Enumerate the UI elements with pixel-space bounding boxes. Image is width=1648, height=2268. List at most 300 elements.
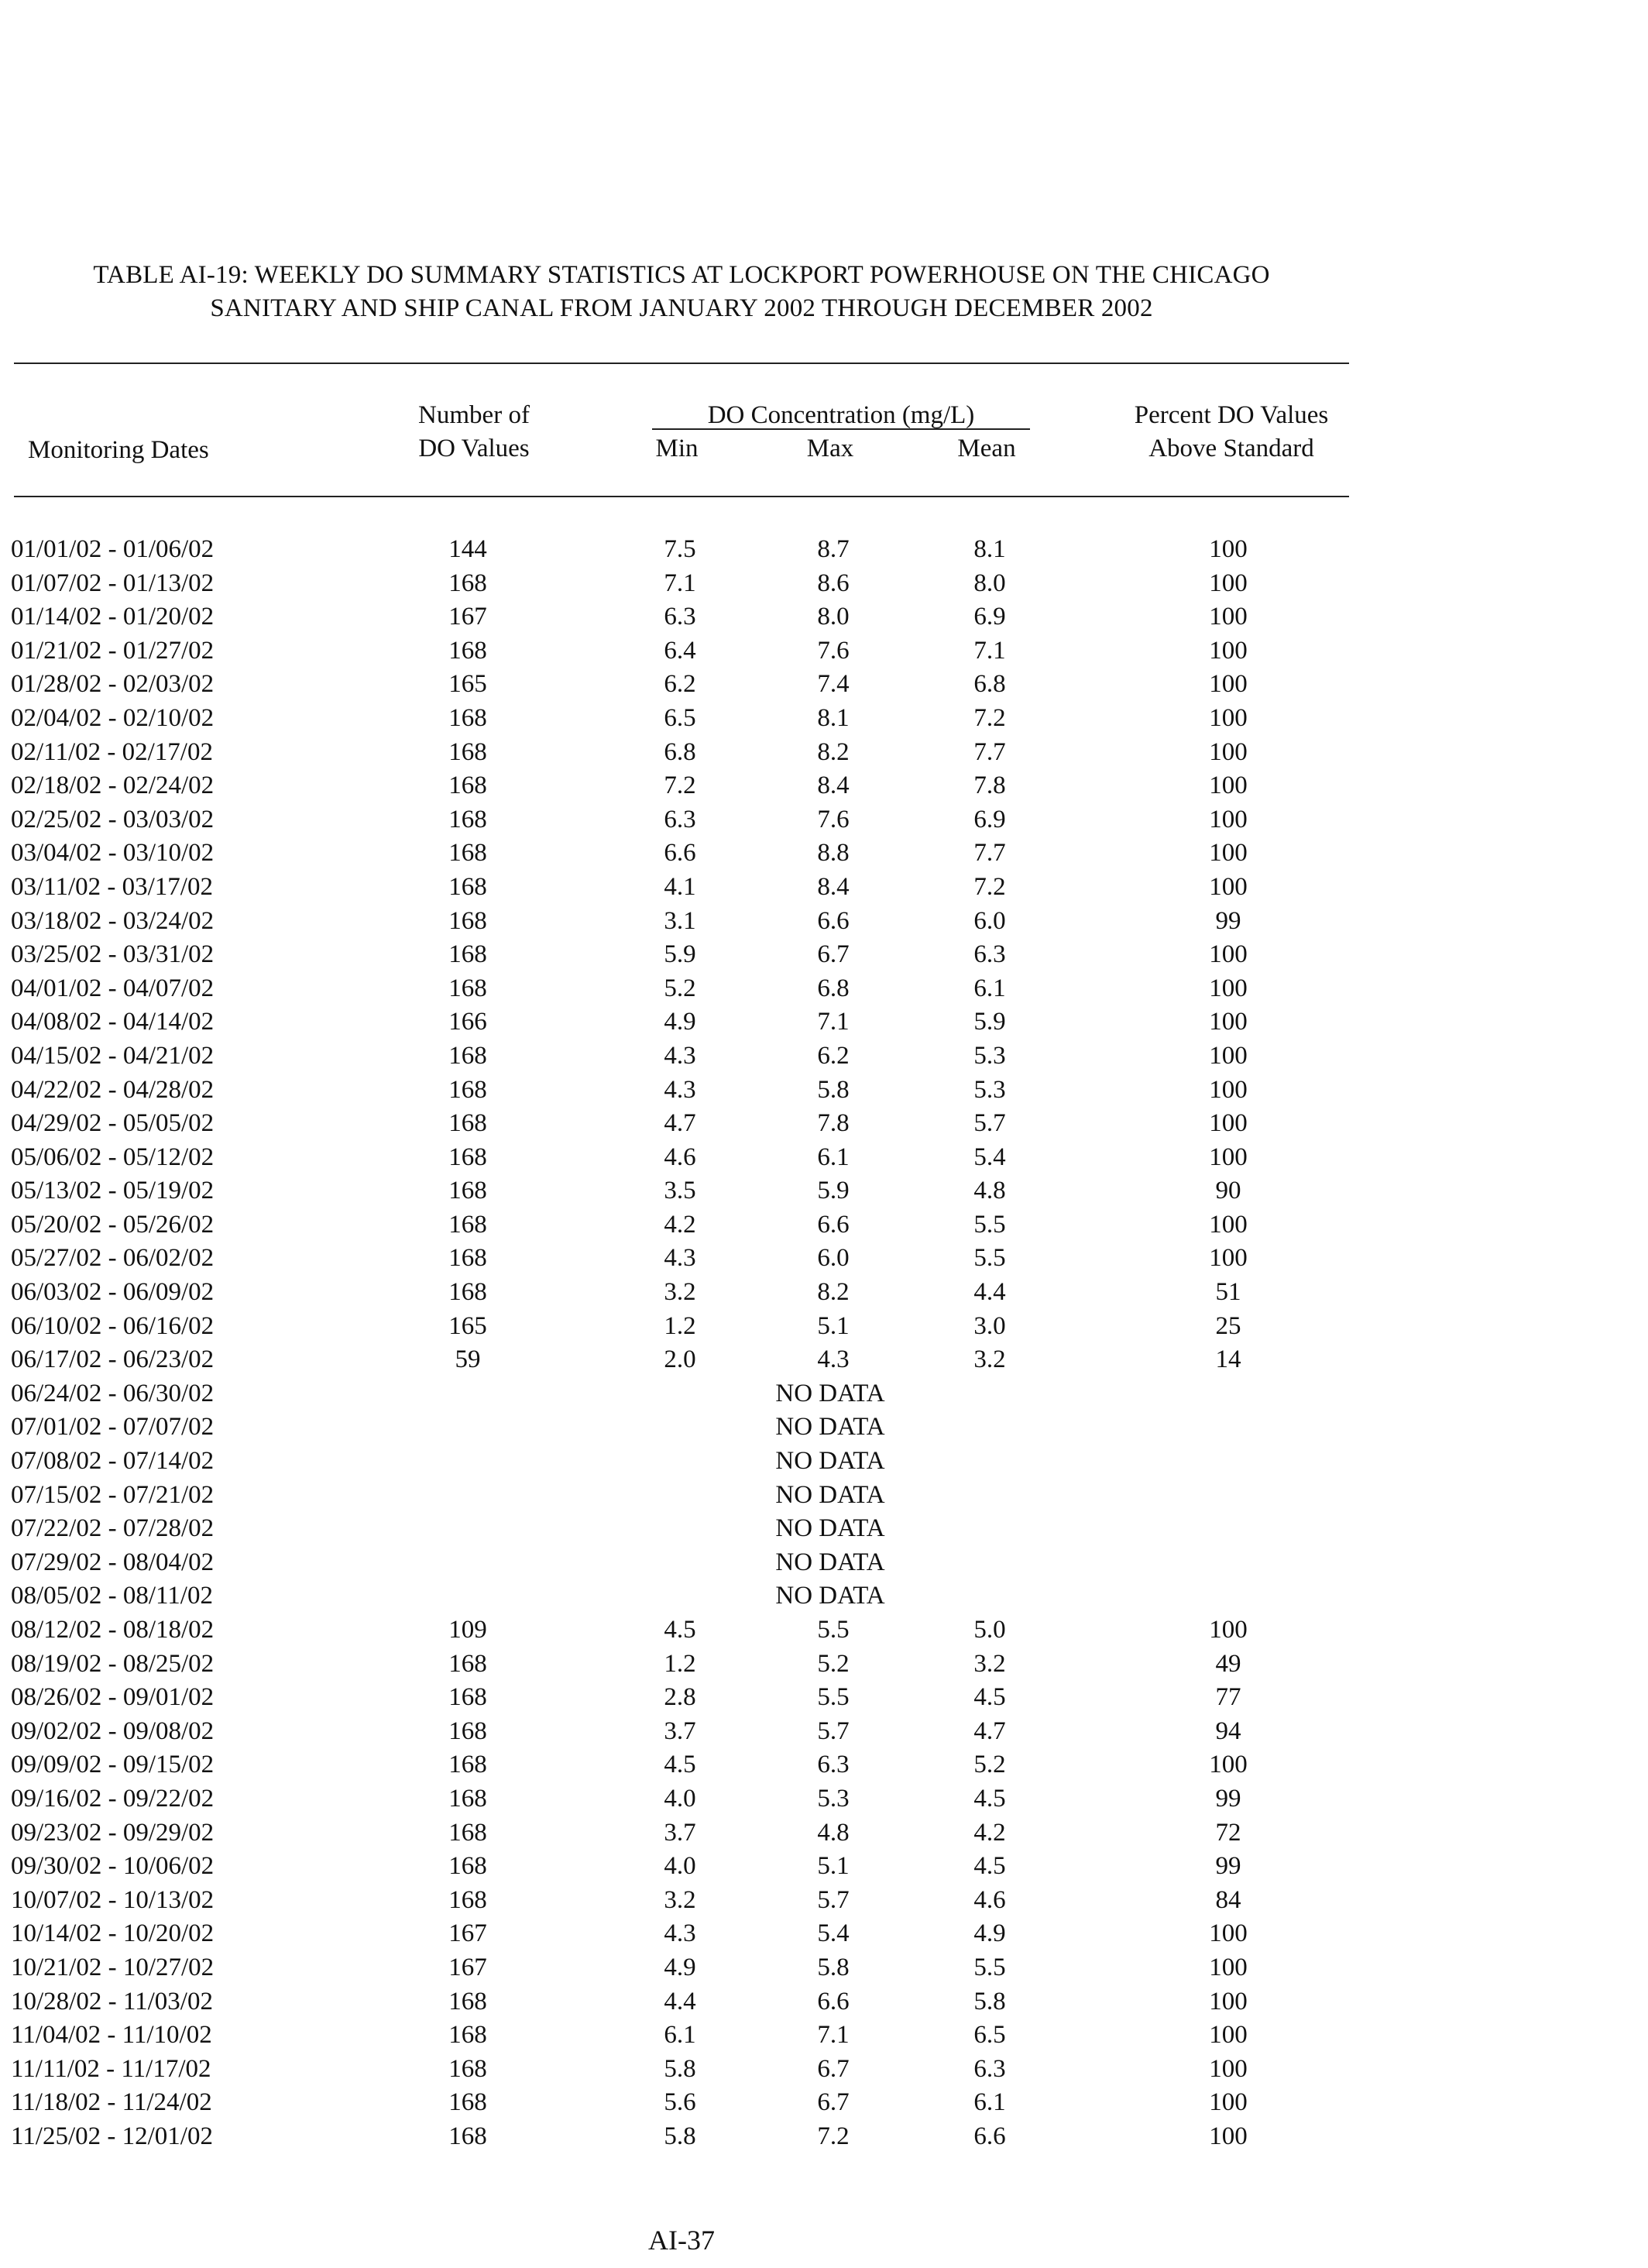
date-cell: 05/06/02 - 05/12/02 xyxy=(11,1143,215,1171)
max-cell: 6.1 xyxy=(817,1143,850,1171)
mean-cell: 4.5 xyxy=(973,1852,1006,1881)
table-row xyxy=(0,1343,1363,1377)
mean-cell: 6.3 xyxy=(973,940,1006,969)
table-row xyxy=(0,972,1363,1006)
min-cell: 4.3 xyxy=(664,1075,696,1104)
count-cell: 167 xyxy=(448,603,487,631)
table-row xyxy=(0,1242,1363,1276)
min-cell: 7.2 xyxy=(664,771,696,800)
percent-cell: 100 xyxy=(1209,1210,1248,1239)
no-data-cell: NO DATA xyxy=(775,1379,885,1407)
mean-cell: 8.0 xyxy=(973,569,1006,597)
mean-cell: 4.5 xyxy=(973,1784,1006,1813)
mean-cell: 7.7 xyxy=(973,839,1006,868)
header-percent-line2: Above Standard xyxy=(1148,435,1314,462)
min-cell: 4.3 xyxy=(664,1041,696,1070)
min-cell: 4.5 xyxy=(664,1751,696,1779)
date-cell: 07/29/02 - 08/04/02 xyxy=(11,1548,215,1576)
date-cell: 04/29/02 - 05/05/02 xyxy=(11,1109,215,1138)
mean-cell: 6.3 xyxy=(973,2054,1006,2083)
max-cell: 6.6 xyxy=(817,1210,850,1239)
count-cell: 168 xyxy=(448,1987,487,2015)
mean-cell: 6.0 xyxy=(973,906,1006,935)
count-cell: 166 xyxy=(448,1008,487,1036)
min-cell: 6.5 xyxy=(664,703,696,732)
no-data-cell: NO DATA xyxy=(775,1447,885,1476)
max-cell: 8.7 xyxy=(817,535,850,563)
max-cell: 5.7 xyxy=(817,1885,850,1914)
percent-cell: 100 xyxy=(1209,839,1248,868)
min-cell: 4.0 xyxy=(664,1784,696,1813)
max-cell: 6.6 xyxy=(817,1987,850,2015)
date-cell: 11/25/02 - 12/01/02 xyxy=(11,2122,213,2150)
no-data-cell: NO DATA xyxy=(775,1548,885,1576)
table-row xyxy=(0,2019,1363,2053)
mean-cell: 8.1 xyxy=(973,535,1006,563)
count-cell: 168 xyxy=(448,703,487,732)
date-cell: 11/04/02 - 11/10/02 xyxy=(11,2021,212,2050)
count-cell: 59 xyxy=(455,1345,481,1374)
min-cell: 4.4 xyxy=(664,1987,696,2015)
percent-cell: 100 xyxy=(1209,535,1248,563)
date-cell: 04/01/02 - 04/07/02 xyxy=(11,974,215,1002)
table-row xyxy=(0,567,1363,601)
table-row xyxy=(0,2053,1363,2087)
date-cell: 09/23/02 - 09/29/02 xyxy=(11,1818,215,1847)
count-cell: 168 xyxy=(448,974,487,1002)
table-row xyxy=(0,1276,1363,1310)
max-cell: 8.1 xyxy=(817,703,850,732)
mean-cell: 4.5 xyxy=(973,1683,1006,1712)
table-title-line-2: SANITARY AND SHIP CANAL FROM JANUARY 2002 THROUGH DECEMBER 2002 xyxy=(210,294,1153,322)
mean-cell: 3.0 xyxy=(973,1311,1006,1340)
mean-cell: 4.8 xyxy=(973,1177,1006,1205)
table-row xyxy=(0,1141,1363,1175)
max-cell: 5.7 xyxy=(817,1716,850,1745)
count-cell: 168 xyxy=(448,569,487,597)
header-do-concentration: DO Concentration (mg/L) xyxy=(707,401,975,429)
date-cell: 03/18/02 - 03/24/02 xyxy=(11,906,215,935)
date-cell: 06/10/02 - 06/16/02 xyxy=(11,1311,215,1340)
count-cell: 168 xyxy=(448,1683,487,1712)
date-cell: 06/24/02 - 06/30/02 xyxy=(11,1379,215,1407)
percent-cell: 100 xyxy=(1209,1041,1248,1070)
max-cell: 5.9 xyxy=(817,1177,850,1205)
max-cell: 7.6 xyxy=(817,636,850,665)
date-cell: 03/04/02 - 03/10/02 xyxy=(11,839,215,868)
mean-cell: 5.5 xyxy=(973,1953,1006,1981)
date-cell: 03/11/02 - 03/17/02 xyxy=(11,872,213,901)
min-cell: 4.9 xyxy=(664,1953,696,1981)
max-cell: 8.4 xyxy=(817,872,850,901)
count-cell: 168 xyxy=(448,906,487,935)
min-cell: 6.1 xyxy=(664,2021,696,2050)
percent-cell: 100 xyxy=(1209,771,1248,800)
date-cell: 07/08/02 - 07/14/02 xyxy=(11,1447,215,1476)
date-cell: 08/26/02 - 09/01/02 xyxy=(11,1683,215,1712)
count-cell: 168 xyxy=(448,1210,487,1239)
table-row xyxy=(0,1445,1363,1479)
table-row xyxy=(0,1748,1363,1782)
min-cell: 4.1 xyxy=(664,872,696,901)
table-row xyxy=(0,1040,1363,1074)
mean-cell: 7.2 xyxy=(973,872,1006,901)
percent-cell: 94 xyxy=(1215,1716,1241,1745)
table-row xyxy=(0,1208,1363,1242)
max-cell: 8.8 xyxy=(817,839,850,868)
max-cell: 6.0 xyxy=(817,1244,850,1273)
table-row xyxy=(0,600,1363,634)
page-number: AI-37 xyxy=(648,2225,715,2256)
count-cell: 168 xyxy=(448,636,487,665)
percent-cell: 100 xyxy=(1209,703,1248,732)
table-row xyxy=(0,837,1363,871)
count-cell: 168 xyxy=(448,1143,487,1171)
min-cell: 4.0 xyxy=(664,1852,696,1881)
table-row xyxy=(0,1310,1363,1344)
table-row xyxy=(0,1884,1363,1918)
min-cell: 6.4 xyxy=(664,636,696,665)
percent-cell: 100 xyxy=(1209,940,1248,969)
count-cell: 168 xyxy=(448,1716,487,1745)
date-cell: 11/18/02 - 11/24/02 xyxy=(11,2088,212,2117)
mean-cell: 5.3 xyxy=(973,1075,1006,1104)
date-cell: 04/22/02 - 04/28/02 xyxy=(11,1075,215,1104)
date-cell: 10/07/02 - 10/13/02 xyxy=(11,1885,215,1914)
table-row xyxy=(0,668,1363,702)
date-cell: 11/11/02 - 11/17/02 xyxy=(11,2054,211,2083)
mean-cell: 5.2 xyxy=(973,1751,1006,1779)
mean-cell: 6.5 xyxy=(973,2021,1006,2050)
percent-cell: 100 xyxy=(1209,1244,1248,1273)
count-cell: 168 xyxy=(448,1075,487,1104)
date-cell: 02/25/02 - 03/03/02 xyxy=(11,805,215,833)
date-cell: 06/03/02 - 06/09/02 xyxy=(11,1278,215,1307)
max-cell: 8.0 xyxy=(817,603,850,631)
min-cell: 3.2 xyxy=(664,1278,696,1307)
mean-cell: 4.7 xyxy=(973,1716,1006,1745)
date-cell: 04/15/02 - 04/21/02 xyxy=(11,1041,215,1070)
max-cell: 5.4 xyxy=(817,1919,850,1948)
table-row xyxy=(0,1074,1363,1108)
table-row xyxy=(0,1782,1363,1816)
count-cell: 168 xyxy=(448,1177,487,1205)
count-cell: 144 xyxy=(448,535,487,563)
mean-cell: 5.4 xyxy=(973,1143,1006,1171)
min-cell: 6.8 xyxy=(664,737,696,766)
min-cell: 5.8 xyxy=(664,2054,696,2083)
mean-cell: 4.4 xyxy=(973,1278,1006,1307)
table-row xyxy=(0,1579,1363,1613)
max-cell: 6.6 xyxy=(817,906,850,935)
count-cell: 168 xyxy=(448,1041,487,1070)
header-number-of-line1: Number of xyxy=(418,401,530,429)
count-cell: 168 xyxy=(448,2088,487,2117)
table-row xyxy=(0,1715,1363,1749)
table-row xyxy=(0,1985,1363,2019)
max-cell: 6.7 xyxy=(817,2054,850,2083)
date-cell: 02/11/02 - 02/17/02 xyxy=(11,737,213,766)
percent-cell: 100 xyxy=(1209,1987,1248,2015)
min-cell: 6.3 xyxy=(664,805,696,833)
percent-cell: 100 xyxy=(1209,1008,1248,1036)
table-row xyxy=(0,938,1363,972)
percent-cell: 14 xyxy=(1215,1345,1241,1374)
percent-cell: 100 xyxy=(1209,1075,1248,1104)
percent-cell: 51 xyxy=(1215,1278,1241,1307)
count-cell: 168 xyxy=(448,2054,487,2083)
count-cell: 168 xyxy=(448,872,487,901)
date-cell: 05/27/02 - 06/02/02 xyxy=(11,1244,215,1273)
min-cell: 5.8 xyxy=(664,2122,696,2150)
percent-cell: 100 xyxy=(1209,603,1248,631)
count-cell: 165 xyxy=(448,1311,487,1340)
percent-cell: 100 xyxy=(1209,1953,1248,1981)
date-cell: 10/28/02 - 11/03/02 xyxy=(11,1987,213,2015)
count-cell: 168 xyxy=(448,1109,487,1138)
date-cell: 08/05/02 - 08/11/02 xyxy=(11,1582,213,1610)
count-cell: 168 xyxy=(448,805,487,833)
percent-cell: 99 xyxy=(1215,1784,1241,1813)
date-cell: 05/20/02 - 05/26/02 xyxy=(11,1210,215,1239)
table-row xyxy=(0,1411,1363,1445)
count-cell: 168 xyxy=(448,839,487,868)
mean-cell: 3.2 xyxy=(973,1649,1006,1678)
percent-cell: 49 xyxy=(1215,1649,1241,1678)
min-cell: 3.7 xyxy=(664,1716,696,1745)
count-cell: 168 xyxy=(448,1885,487,1914)
mean-cell: 7.1 xyxy=(973,636,1006,665)
header-percent-line1: Percent DO Values xyxy=(1134,401,1329,429)
percent-cell: 72 xyxy=(1215,1818,1241,1847)
table-row xyxy=(0,871,1363,905)
min-cell: 4.7 xyxy=(664,1109,696,1138)
mean-cell: 5.8 xyxy=(973,1987,1006,2015)
header-mean: Mean xyxy=(957,435,1016,462)
table-row xyxy=(0,1005,1363,1040)
no-data-cell: NO DATA xyxy=(775,1480,885,1509)
max-cell: 7.1 xyxy=(817,2021,850,2050)
percent-cell: 25 xyxy=(1215,1311,1241,1340)
min-cell: 1.2 xyxy=(664,1311,696,1340)
min-cell: 4.3 xyxy=(664,1244,696,1273)
percent-cell: 100 xyxy=(1209,1919,1248,1948)
percent-cell: 100 xyxy=(1209,1616,1248,1644)
date-cell: 07/22/02 - 07/28/02 xyxy=(11,1514,215,1543)
min-cell: 3.5 xyxy=(664,1177,696,1205)
mean-cell: 5.7 xyxy=(973,1109,1006,1138)
count-cell: 168 xyxy=(448,771,487,800)
percent-cell: 100 xyxy=(1209,1143,1248,1171)
percent-cell: 100 xyxy=(1209,2021,1248,2050)
table-row xyxy=(0,2086,1363,2120)
table-row xyxy=(0,1546,1363,1580)
percent-cell: 77 xyxy=(1215,1683,1241,1712)
mean-cell: 4.9 xyxy=(973,1919,1006,1948)
mean-cell: 5.0 xyxy=(973,1616,1006,1644)
max-cell: 7.2 xyxy=(817,2122,850,2150)
percent-cell: 100 xyxy=(1209,2054,1248,2083)
date-cell: 09/30/02 - 10/06/02 xyxy=(11,1852,215,1881)
max-cell: 8.4 xyxy=(817,771,850,800)
min-cell: 2.8 xyxy=(664,1683,696,1712)
count-cell: 109 xyxy=(448,1616,487,1644)
table-row xyxy=(0,1681,1363,1715)
max-cell: 7.4 xyxy=(817,670,850,699)
max-cell: 5.1 xyxy=(817,1311,850,1340)
table-row xyxy=(0,1816,1363,1850)
min-cell: 4.3 xyxy=(664,1919,696,1948)
mean-cell: 6.6 xyxy=(973,2122,1006,2150)
count-cell: 168 xyxy=(448,2122,487,2150)
percent-cell: 100 xyxy=(1209,974,1248,1002)
count-cell: 167 xyxy=(448,1919,487,1948)
count-cell: 168 xyxy=(448,1784,487,1813)
date-cell: 09/02/02 - 09/08/02 xyxy=(11,1716,215,1745)
table-body xyxy=(0,533,1363,2154)
mean-cell: 3.2 xyxy=(973,1345,1006,1374)
mean-cell: 6.9 xyxy=(973,805,1006,833)
mean-cell: 5.3 xyxy=(973,1041,1006,1070)
date-cell: 02/18/02 - 02/24/02 xyxy=(11,771,215,800)
table-row xyxy=(0,1512,1363,1546)
table-row xyxy=(0,736,1363,770)
header-number-of-line2: DO Values xyxy=(418,435,530,462)
count-cell: 168 xyxy=(448,1649,487,1678)
min-cell: 3.2 xyxy=(664,1885,696,1914)
max-cell: 5.2 xyxy=(817,1649,850,1678)
min-cell: 5.6 xyxy=(664,2088,696,2117)
max-cell: 6.2 xyxy=(817,1041,850,1070)
min-cell: 3.7 xyxy=(664,1818,696,1847)
table-title-line-1: TABLE AI-19: WEEKLY DO SUMMARY STATISTICS AT LOCKPORT POWERHOUSE ON THE CHICAGO xyxy=(93,261,1270,289)
percent-cell: 100 xyxy=(1209,670,1248,699)
date-cell: 04/08/02 - 04/14/02 xyxy=(11,1008,215,1036)
table-row xyxy=(0,905,1363,939)
count-cell: 168 xyxy=(448,737,487,766)
max-cell: 4.8 xyxy=(817,1818,850,1847)
percent-cell: 100 xyxy=(1209,569,1248,597)
max-cell: 6.7 xyxy=(817,2088,850,2117)
mean-cell: 4.6 xyxy=(973,1885,1006,1914)
mean-cell: 6.8 xyxy=(973,670,1006,699)
min-cell: 6.3 xyxy=(664,603,696,631)
table-row xyxy=(0,2120,1363,2154)
max-cell: 8.2 xyxy=(817,1278,850,1307)
header-bottom-rule xyxy=(14,496,1349,497)
no-data-cell: NO DATA xyxy=(775,1582,885,1610)
header-min: Min xyxy=(655,435,699,462)
header-monitoring-dates: Monitoring Dates xyxy=(28,436,209,464)
min-cell: 5.2 xyxy=(664,974,696,1002)
count-cell: 168 xyxy=(448,1278,487,1307)
date-cell: 09/16/02 - 09/22/02 xyxy=(11,1784,215,1813)
table-row xyxy=(0,702,1363,736)
min-cell: 3.1 xyxy=(664,906,696,935)
header-top-rule xyxy=(14,363,1349,364)
table-title xyxy=(0,259,1363,325)
table-row xyxy=(0,533,1363,567)
date-cell: 05/13/02 - 05/19/02 xyxy=(11,1177,215,1205)
header-max: Max xyxy=(806,435,854,462)
date-cell: 07/15/02 - 07/21/02 xyxy=(11,1480,215,1509)
min-cell: 5.9 xyxy=(664,940,696,969)
percent-cell: 84 xyxy=(1215,1885,1241,1914)
max-cell: 7.8 xyxy=(817,1109,850,1138)
min-cell: 4.5 xyxy=(664,1616,696,1644)
mean-cell: 5.5 xyxy=(973,1210,1006,1239)
table-row xyxy=(0,803,1363,837)
date-cell: 01/01/02 - 01/06/02 xyxy=(11,535,215,563)
max-cell: 6.7 xyxy=(817,940,850,969)
mean-cell: 5.9 xyxy=(973,1008,1006,1036)
mean-cell: 6.9 xyxy=(973,603,1006,631)
table-row xyxy=(0,769,1363,803)
min-cell: 4.6 xyxy=(664,1143,696,1171)
date-cell: 03/25/02 - 03/31/02 xyxy=(11,940,215,969)
percent-cell: 100 xyxy=(1209,636,1248,665)
min-cell: 7.1 xyxy=(664,569,696,597)
max-cell: 6.8 xyxy=(817,974,850,1002)
date-cell: 10/21/02 - 10/27/02 xyxy=(11,1953,215,1981)
max-cell: 5.1 xyxy=(817,1852,850,1881)
date-cell: 01/21/02 - 01/27/02 xyxy=(11,636,215,665)
table-row xyxy=(0,1951,1363,1985)
no-data-cell: NO DATA xyxy=(775,1514,885,1543)
table-row xyxy=(0,1174,1363,1208)
mean-cell: 6.1 xyxy=(973,974,1006,1002)
table-row xyxy=(0,1479,1363,1513)
mean-cell: 7.8 xyxy=(973,771,1006,800)
max-cell: 6.3 xyxy=(817,1751,850,1779)
percent-cell: 100 xyxy=(1209,2088,1248,2117)
min-cell: 4.9 xyxy=(664,1008,696,1036)
max-cell: 8.2 xyxy=(817,737,850,766)
percent-cell: 100 xyxy=(1209,737,1248,766)
table-row xyxy=(0,1377,1363,1411)
date-cell: 01/28/02 - 02/03/02 xyxy=(11,670,215,699)
count-cell: 168 xyxy=(448,2021,487,2050)
date-cell: 07/01/02 - 07/07/02 xyxy=(11,1413,215,1442)
percent-cell: 100 xyxy=(1209,872,1248,901)
min-cell: 6.2 xyxy=(664,670,696,699)
table-row xyxy=(0,1613,1363,1648)
max-cell: 5.8 xyxy=(817,1075,850,1104)
min-cell: 1.2 xyxy=(664,1649,696,1678)
date-cell: 06/17/02 - 06/23/02 xyxy=(11,1345,215,1374)
mean-cell: 5.5 xyxy=(973,1244,1006,1273)
count-cell: 168 xyxy=(448,1818,487,1847)
percent-cell: 90 xyxy=(1215,1177,1241,1205)
max-cell: 7.6 xyxy=(817,805,850,833)
max-cell: 5.3 xyxy=(817,1784,850,1813)
mean-cell: 7.2 xyxy=(973,703,1006,732)
max-cell: 5.5 xyxy=(817,1683,850,1712)
table-row xyxy=(0,1917,1363,1951)
percent-cell: 100 xyxy=(1209,1751,1248,1779)
date-cell: 08/19/02 - 08/25/02 xyxy=(11,1649,215,1678)
max-cell: 5.8 xyxy=(817,1953,850,1981)
percent-cell: 100 xyxy=(1209,805,1248,833)
percent-cell: 100 xyxy=(1209,2122,1248,2150)
date-cell: 01/14/02 - 01/20/02 xyxy=(11,603,215,631)
table-row xyxy=(0,1850,1363,1884)
max-cell: 5.5 xyxy=(817,1616,850,1644)
table-row xyxy=(0,1107,1363,1141)
date-cell: 08/12/02 - 08/18/02 xyxy=(11,1616,215,1644)
date-cell: 01/07/02 - 01/13/02 xyxy=(11,569,215,597)
count-cell: 165 xyxy=(448,670,487,699)
